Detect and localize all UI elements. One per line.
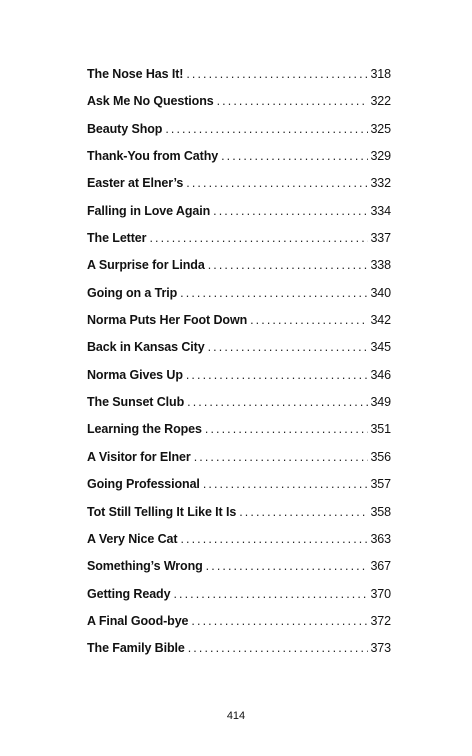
toc-entry-title: A Surprise for Linda <box>87 258 205 273</box>
toc-entry-page: 370 <box>370 586 391 601</box>
toc-entry-page: 351 <box>370 422 391 437</box>
dot-leader <box>213 201 368 221</box>
dot-leader <box>186 365 369 385</box>
dot-leader <box>250 310 368 330</box>
dot-leader <box>205 419 369 439</box>
dot-leader <box>188 638 369 658</box>
dot-leader <box>191 611 368 631</box>
dot-leader <box>180 283 368 303</box>
toc-entry <box>87 64 391 91</box>
toc-entry <box>87 146 391 173</box>
toc-entry <box>87 365 391 392</box>
toc-entry-page: 367 <box>370 559 391 574</box>
dot-leader <box>165 119 368 139</box>
toc-entry-page: 356 <box>370 449 391 464</box>
toc-entry <box>87 310 391 337</box>
dot-leader <box>186 173 368 193</box>
toc-entry-page: 338 <box>370 258 391 273</box>
dot-leader <box>149 228 368 248</box>
toc-entry-title: A Visitor for Elner <box>87 449 191 464</box>
dot-leader <box>203 474 369 494</box>
toc-entry <box>87 447 391 474</box>
toc-entry-title: Beauty Shop <box>87 121 163 136</box>
dot-leader <box>208 255 369 275</box>
dot-leader <box>208 337 369 357</box>
toc-entry-title: The Nose Has It! <box>87 67 184 81</box>
toc-entry-page: 349 <box>370 395 391 410</box>
dot-leader <box>217 91 369 111</box>
toc-entry-page: 322 <box>370 94 391 109</box>
dot-leader <box>239 502 368 522</box>
toc-entry-page: 357 <box>370 477 391 492</box>
toc-entry-page: 332 <box>370 176 391 191</box>
toc-entry <box>87 611 391 638</box>
toc-entry-page: 363 <box>370 531 391 546</box>
toc-entry-title: Something’s Wrong <box>87 559 203 574</box>
table-of-contents <box>87 64 391 666</box>
toc-entry-title: The Family Bible <box>87 641 185 656</box>
toc-entry-page: 345 <box>370 340 391 355</box>
dot-leader <box>173 584 368 604</box>
toc-entry <box>87 419 391 446</box>
toc-entry-page: 337 <box>370 231 391 246</box>
toc-entry-page: 372 <box>370 613 391 628</box>
toc-entry <box>87 228 391 255</box>
toc-entry-title: Easter at Elner’s <box>87 176 184 191</box>
toc-entry-title: Thank-You from Cathy <box>87 149 219 164</box>
toc-entry <box>87 502 391 529</box>
toc-entry-title: The Sunset Club <box>87 395 185 410</box>
dot-leader <box>186 64 368 84</box>
toc-entry-title: The Letter <box>87 231 147 246</box>
toc-entry-page: 346 <box>370 367 391 382</box>
page-number: 414 <box>226 710 246 722</box>
toc-entry <box>87 119 391 146</box>
toc-entry <box>87 584 391 611</box>
toc-entry <box>87 173 391 200</box>
toc-entry-title: Ask Me No Questions <box>87 94 214 109</box>
toc-entry-title: Going on a Trip <box>87 285 178 300</box>
toc-entry-title: Falling in Love Again <box>87 203 211 218</box>
toc-entry-page: 325 <box>370 121 391 136</box>
toc-entry <box>87 392 391 419</box>
toc-entry <box>87 91 391 118</box>
toc-entry-page: 334 <box>370 203 391 218</box>
toc-entry <box>87 638 391 665</box>
toc-entry-page: 318 <box>370 67 391 81</box>
toc-entry-title: Norma Puts Her Foot Down <box>87 313 248 328</box>
dot-leader <box>221 146 368 166</box>
toc-entry-title: A Final Good-bye <box>87 613 189 628</box>
toc-entry <box>87 255 391 282</box>
toc-entry-title: A Very Nice Cat <box>87 531 178 546</box>
toc-entry-page: 373 <box>370 641 391 656</box>
toc-entry-title: Norma Gives Up <box>87 367 183 382</box>
toc-entry <box>87 283 391 310</box>
dot-leader <box>180 529 368 549</box>
toc-entry-title: Getting Ready <box>87 586 171 601</box>
toc-entry <box>87 201 391 228</box>
toc-entry-title: Going Professional <box>87 477 200 492</box>
toc-entry-title: Back in Kansas City <box>87 340 205 355</box>
toc-entry <box>87 529 391 556</box>
dot-leader <box>194 447 369 467</box>
toc-entry-title: Tot Still Telling It Like It Is <box>87 504 237 519</box>
toc-entry-title: Learning the Ropes <box>87 422 202 437</box>
toc-entry-page: 358 <box>370 504 391 519</box>
toc-entry-page: 342 <box>370 313 391 328</box>
toc-entry <box>87 556 391 583</box>
toc-entry-page: 340 <box>370 285 391 300</box>
toc-entry <box>87 337 391 364</box>
dot-leader <box>206 556 369 576</box>
toc-entry-page: 329 <box>370 149 391 164</box>
dot-leader <box>187 392 368 412</box>
toc-entry <box>87 474 391 501</box>
